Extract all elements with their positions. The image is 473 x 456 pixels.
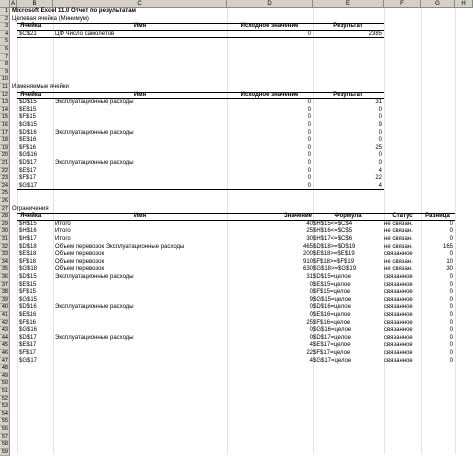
constraint-row-status[interactable]: не связан. xyxy=(384,228,413,235)
row-header[interactable]: 20 xyxy=(1,152,8,159)
changed-row-initial[interactable]: 0 xyxy=(307,175,311,182)
row-header[interactable]: 10 xyxy=(1,76,8,83)
row-header[interactable]: 37 xyxy=(1,281,8,288)
constraint-row-name[interactable]: Объем перевозок xyxy=(55,258,105,265)
constraint-row-formula[interactable]: $D$18>=$D$19 xyxy=(313,243,356,250)
changed-row-cell-ref[interactable]: $E$17 xyxy=(19,167,37,174)
row-header[interactable]: 33 xyxy=(1,251,8,258)
column-header-initial: Исходное значение xyxy=(240,91,299,98)
changed-row-name[interactable] xyxy=(55,145,225,153)
constraint-row-formula[interactable]: $G$15=целое xyxy=(313,296,352,303)
constraint-row-status[interactable]: не связан. xyxy=(384,220,413,227)
changed-row-cell-ref[interactable]: $E$16 xyxy=(19,137,37,144)
row-header[interactable]: 17 xyxy=(1,129,8,136)
changed-row-result[interactable]: 4 xyxy=(378,182,382,189)
constraint-row-value[interactable]: 25 xyxy=(306,319,313,326)
row-header[interactable]: 42 xyxy=(1,319,8,326)
constraint-row-value[interactable]: 4 xyxy=(309,342,313,349)
constraint-row-value[interactable]: 200 xyxy=(302,251,313,258)
gridline xyxy=(455,8,456,454)
constraint-row-formula[interactable]: $F$16=целое xyxy=(313,319,351,326)
row-header[interactable]: 52 xyxy=(1,395,8,402)
constraint-row-status[interactable]: связанное xyxy=(384,281,413,288)
constraint-row-status[interactable]: связанное xyxy=(384,357,413,364)
row-header[interactable]: 47 xyxy=(1,357,8,364)
changed-row-result[interactable]: 22 xyxy=(375,175,382,182)
constraint-row-formula[interactable]: $D$17=целое xyxy=(313,334,351,341)
changed-row-result[interactable]: 0 xyxy=(378,160,382,166)
target-initial-value[interactable]: 0 xyxy=(307,30,311,37)
constraint-row-status[interactable]: связанное xyxy=(384,274,413,280)
constraint-row-formula[interactable]: $E$18>=$E$19 xyxy=(313,251,355,258)
constraint-row-formula[interactable]: $F$15=целое xyxy=(313,289,351,296)
row-header[interactable]: 26 xyxy=(1,198,8,204)
target-section-title: Целевая ячейка (Минимум) xyxy=(12,15,89,22)
constraint-row-cell-ref[interactable]: $F$16 xyxy=(19,319,37,326)
column-header-b[interactable]: B xyxy=(17,0,53,8)
changed-row-cell-ref[interactable]: $D$15 xyxy=(19,99,37,106)
constraint-row-name[interactable]: Итого xyxy=(55,236,71,242)
constraint-row-value[interactable]: 22 xyxy=(306,350,313,356)
changed-row-cell-ref[interactable]: $F$17 xyxy=(19,175,37,182)
changed-row-cell-ref[interactable]: $G$16 xyxy=(19,152,38,159)
changed-row-cell-ref[interactable]: $E$15 xyxy=(19,106,37,113)
changed-row-result[interactable]: 31 xyxy=(375,99,382,106)
constraint-row-difference[interactable]: 165 xyxy=(442,243,453,250)
column-header-initial: Исходное значение xyxy=(240,23,299,30)
constraint-row-difference[interactable]: 0 xyxy=(449,236,453,242)
row-header[interactable]: 5 xyxy=(0,38,10,46)
constraint-row-cell-ref[interactable]: $D$17 xyxy=(19,334,37,341)
table-border xyxy=(17,189,384,190)
constraint-row-cell-ref[interactable]: $H$17 xyxy=(19,236,37,242)
column-header-name: Имя xyxy=(133,23,147,30)
constraint-row-status[interactable]: связанное xyxy=(384,350,413,356)
row-header[interactable]: 18 xyxy=(1,137,8,144)
row-header[interactable]: 12 xyxy=(1,91,8,98)
constraint-row-cell-ref[interactable]: $G$18 xyxy=(19,266,38,273)
constraint-row-value[interactable]: 465 xyxy=(302,243,313,250)
row-header[interactable]: 40 xyxy=(1,304,8,311)
changed-row-initial[interactable]: 0 xyxy=(307,114,311,121)
changed-row-result[interactable]: 0 xyxy=(378,106,382,113)
constraint-row-value[interactable]: 0 xyxy=(309,289,313,296)
row-header[interactable]: 15 xyxy=(1,114,8,121)
row-header[interactable]: 14 xyxy=(1,106,8,113)
changed-row-name[interactable] xyxy=(55,114,225,122)
constraint-row-value[interactable]: 25 xyxy=(306,228,313,235)
constraint-row-value[interactable]: 910 xyxy=(302,258,313,265)
changed-row-initial[interactable]: 0 xyxy=(307,144,311,151)
constraint-row-cell-ref[interactable]: $D$15 xyxy=(19,274,37,280)
constraint-row-difference[interactable]: 0 xyxy=(449,289,453,296)
constraint-row-value[interactable]: 0 xyxy=(309,334,313,341)
row-header[interactable]: 19 xyxy=(1,144,8,151)
changed-row-name[interactable] xyxy=(55,175,225,183)
changed-row-result[interactable]: 4 xyxy=(378,167,382,174)
constraint-row-formula[interactable]: $G$16=целое xyxy=(313,327,352,334)
constraint-row-cell-ref[interactable]: $F$17 xyxy=(19,350,37,356)
row-header[interactable]: 4 xyxy=(0,31,10,39)
constraint-row-difference[interactable]: 0 xyxy=(449,327,453,334)
constraint-row-cell-ref[interactable]: $E$15 xyxy=(19,281,37,288)
report-title: Microsoft Excel 11.0 Отчет по результатам xyxy=(12,8,136,14)
column-header-difference: Разница xyxy=(425,213,450,220)
changed-row-initial[interactable]: 0 xyxy=(307,122,311,128)
column-header-f[interactable]: F xyxy=(384,0,421,8)
constraint-row-cell-ref[interactable]: $F$18 xyxy=(19,258,37,265)
changed-row-name[interactable] xyxy=(55,137,225,145)
constraint-row-name[interactable]: Итого xyxy=(55,228,71,235)
constraint-row-status[interactable]: связанное xyxy=(384,327,413,334)
target-cell-ref[interactable]: $C$21 xyxy=(19,30,37,37)
row-header[interactable]: 58 xyxy=(1,441,8,448)
column-header-g[interactable]: G xyxy=(421,0,455,8)
constraint-row-value[interactable]: 30 xyxy=(306,236,313,242)
row-header[interactable]: 2 xyxy=(0,16,10,24)
constraint-row-status[interactable]: связанное xyxy=(384,312,413,318)
constraint-row-status[interactable]: связанное xyxy=(384,319,413,326)
row-header[interactable]: 21 xyxy=(1,160,8,166)
row-header[interactable]: 22 xyxy=(1,167,8,174)
changed-row-result[interactable]: 0 xyxy=(378,152,382,159)
constraint-row-cell-ref[interactable]: $H$16 xyxy=(19,228,37,235)
constraint-row-status[interactable]: не связан. xyxy=(384,258,413,265)
constraint-row-difference[interactable]: 0 xyxy=(449,342,453,349)
column-header-c[interactable]: C xyxy=(53,0,227,8)
column-header-name: Имя xyxy=(133,213,147,220)
row-header[interactable]: 11 xyxy=(0,84,10,92)
constraint-row-status[interactable]: не связан. xyxy=(384,236,413,242)
row-header[interactable]: 45 xyxy=(1,342,8,349)
row-header[interactable]: 7 xyxy=(0,54,10,62)
constraint-row-difference[interactable]: 0 xyxy=(449,304,453,311)
column-header-a[interactable]: A xyxy=(10,1,15,7)
constraint-row-difference[interactable]: 0 xyxy=(449,350,453,356)
row-header[interactable]: 30 xyxy=(1,228,8,235)
row-header[interactable]: 50 xyxy=(1,380,8,387)
constraint-row-formula[interactable]: $E$15=целое xyxy=(313,281,351,288)
constraint-row-name[interactable] xyxy=(55,289,225,297)
changed-row-initial[interactable]: 0 xyxy=(307,152,311,159)
row-header[interactable]: 41 xyxy=(1,312,8,318)
row-header[interactable]: 44 xyxy=(1,334,8,341)
constraint-row-name[interactable]: Итого xyxy=(55,220,71,227)
changed-row-initial[interactable]: 0 xyxy=(307,167,311,174)
constraint-row-status[interactable]: связанное xyxy=(384,251,413,258)
changed-row-cell-ref[interactable]: $F$16 xyxy=(19,144,37,151)
constraint-row-difference[interactable]: 0 xyxy=(449,357,453,364)
row-header[interactable]: 59 xyxy=(1,448,8,455)
changed-row-name[interactable]: Эксплуатационные расходы xyxy=(55,160,134,166)
changed-row-result[interactable]: 0 xyxy=(378,129,382,136)
changed-row-name[interactable]: Эксплуатационные расходы xyxy=(55,99,134,106)
column-header-d[interactable]: D xyxy=(227,0,313,8)
changed-row-name[interactable] xyxy=(55,152,225,160)
constraint-row-difference[interactable]: 10 xyxy=(446,258,453,265)
changed-row-cell-ref[interactable]: $D$17 xyxy=(19,160,37,166)
constraint-row-difference[interactable]: 0 xyxy=(449,281,453,288)
changed-row-name[interactable]: Эксплуатационные расходы xyxy=(55,129,134,136)
row-header[interactable]: 39 xyxy=(1,296,8,303)
constraint-row-name[interactable] xyxy=(55,342,225,350)
column-header-result: Результат xyxy=(333,91,363,98)
row-header[interactable]: 16 xyxy=(1,122,8,128)
constraint-row-formula[interactable]: $F$18>=$F$19 xyxy=(313,258,355,265)
row-header[interactable]: 32 xyxy=(1,243,8,250)
constraint-row-cell-ref[interactable]: $E$16 xyxy=(19,312,37,318)
row-header[interactable]: 43 xyxy=(1,327,8,334)
constraint-row-cell-ref[interactable]: $G$16 xyxy=(19,327,38,334)
constraint-row-cell-ref[interactable]: $D$16 xyxy=(19,304,37,311)
changed-row-cell-ref[interactable]: $D$16 xyxy=(19,129,37,136)
constraint-row-name[interactable] xyxy=(55,327,225,335)
constraint-row-cell-ref[interactable]: $H$15 xyxy=(19,220,37,227)
constraint-row-difference[interactable]: 0 xyxy=(449,296,453,303)
constraint-row-name[interactable] xyxy=(55,312,225,320)
constraint-row-value[interactable]: 4 xyxy=(309,357,313,364)
constraint-row-cell-ref[interactable]: $G$15 xyxy=(19,296,38,303)
column-header-result: Результат xyxy=(333,23,363,30)
constraint-row-status[interactable]: связанное xyxy=(384,342,413,349)
constraint-row-cell-ref[interactable]: $F$15 xyxy=(19,289,37,296)
row-header[interactable]: 13 xyxy=(1,99,8,106)
changed-row-initial[interactable]: 0 xyxy=(307,106,311,113)
column-header-status: Статус xyxy=(392,213,413,220)
column-header-value: Значение xyxy=(283,213,312,220)
constraint-row-formula[interactable]: $H$15<=$C$4 xyxy=(313,220,353,227)
column-header-cell: Ячейка xyxy=(20,91,42,98)
constraint-row-status[interactable]: связанное xyxy=(384,304,413,311)
changed-row-name[interactable] xyxy=(55,107,225,115)
row-header[interactable]: 25 xyxy=(1,190,8,197)
changed-cells-section-title: Изменяемые ячейки xyxy=(12,84,69,90)
row-header[interactable]: 51 xyxy=(1,388,8,394)
row-header[interactable]: 49 xyxy=(1,372,8,379)
row-header[interactable]: 27 xyxy=(1,205,8,212)
gridline xyxy=(17,8,18,454)
changed-row-cell-ref[interactable]: $G$17 xyxy=(19,182,38,189)
target-cell-name[interactable]: ЦФ Число самолетов xyxy=(55,30,115,37)
row-header[interactable]: 31 xyxy=(1,236,8,242)
constraint-row-cell-ref[interactable]: $E$18 xyxy=(19,251,37,258)
row-header[interactable]: 29 xyxy=(1,220,8,227)
changed-row-name[interactable] xyxy=(55,122,225,130)
column-header-name: Имя xyxy=(133,91,147,98)
changed-row-result[interactable]: 9 xyxy=(378,122,382,128)
constraint-row-name[interactable]: Эксплуатационные расходы xyxy=(55,274,134,280)
constraint-row-name[interactable]: Эксплуатационные расходы xyxy=(55,304,134,311)
constraint-row-name[interactable] xyxy=(55,350,225,358)
constraint-row-cell-ref[interactable]: $D$18 xyxy=(19,243,37,250)
constraint-row-name[interactable]: Объем перевозок xyxy=(55,266,105,273)
constraint-row-name[interactable] xyxy=(55,297,225,305)
constraint-row-status[interactable]: связанное xyxy=(384,334,413,341)
changed-row-initial[interactable]: 0 xyxy=(307,129,311,136)
row-header[interactable]: 46 xyxy=(1,350,8,356)
constraint-row-formula[interactable]: $E$17=целое xyxy=(313,342,351,349)
row-header[interactable]: 54 xyxy=(1,410,8,417)
constraint-row-value[interactable]: 40 xyxy=(306,220,313,227)
row-header[interactable]: 34 xyxy=(1,258,8,265)
constraint-row-formula[interactable]: $G$18>=$G$19 xyxy=(313,266,357,273)
constraint-row-value[interactable]: 31 xyxy=(306,274,313,280)
column-header-cell: Ячейка xyxy=(20,23,42,30)
column-header-h[interactable]: H xyxy=(455,0,473,8)
column-header-e[interactable]: E xyxy=(313,0,384,8)
constraint-row-name[interactable]: Эксплуатационные расходы xyxy=(55,334,134,341)
table-border xyxy=(17,37,384,38)
row-header[interactable]: 1 xyxy=(0,8,10,16)
row-header[interactable]: 35 xyxy=(1,266,8,273)
constraint-row-name[interactable]: Объем перевозок xyxy=(55,251,105,258)
constraint-row-difference[interactable]: 0 xyxy=(449,228,453,235)
constraint-row-value[interactable]: 0 xyxy=(309,281,313,288)
constraint-row-difference[interactable]: 30 xyxy=(446,266,453,273)
changed-row-initial[interactable]: 0 xyxy=(307,160,311,166)
constraint-row-difference[interactable]: 0 xyxy=(449,274,453,280)
select-all-corner[interactable] xyxy=(0,0,10,8)
changed-row-result[interactable]: 25 xyxy=(375,144,382,151)
constraint-row-difference[interactable]: 0 xyxy=(449,251,453,258)
constraint-row-difference[interactable]: 0 xyxy=(449,334,453,341)
constraint-row-status[interactable]: не связан. xyxy=(384,243,413,250)
constraint-row-status[interactable]: связанное xyxy=(384,296,413,303)
row-header[interactable]: 53 xyxy=(1,403,8,410)
row-header[interactable]: 36 xyxy=(1,274,8,280)
constraint-row-formula[interactable]: $H$17<=$C$6 xyxy=(313,236,353,242)
row-header[interactable]: 55 xyxy=(1,418,8,425)
constraint-row-name[interactable] xyxy=(55,282,225,290)
constraints-section-title: Ограничения xyxy=(12,205,49,212)
constraint-row-value[interactable]: 0 xyxy=(309,327,313,334)
row-header[interactable]: 6 xyxy=(0,46,10,54)
column-header-formula: Формула xyxy=(334,213,362,220)
constraint-row-formula[interactable]: $D$15=целое xyxy=(313,274,351,280)
row-header[interactable]: 24 xyxy=(1,182,8,189)
row-header[interactable]: 38 xyxy=(1,289,8,296)
constraint-row-name[interactable] xyxy=(55,358,225,366)
target-result-value[interactable]: 2385 xyxy=(368,30,382,37)
changed-row-initial[interactable]: 0 xyxy=(307,99,311,106)
constraint-row-formula[interactable]: $F$17=целое xyxy=(313,350,351,356)
constraint-row-formula[interactable]: $H$16<=$C$5 xyxy=(313,228,353,235)
changed-row-result[interactable]: 0 xyxy=(378,137,382,144)
changed-row-name[interactable] xyxy=(55,168,225,176)
constraint-row-cell-ref[interactable]: $G$17 xyxy=(19,357,38,364)
constraint-row-name[interactable] xyxy=(55,320,225,328)
constraint-row-formula[interactable]: $E$16=целое xyxy=(313,312,351,318)
constraint-row-value[interactable]: 0 xyxy=(309,304,313,311)
constraint-row-status[interactable]: не связан. xyxy=(384,266,413,273)
row-header[interactable]: 9 xyxy=(0,69,10,77)
changed-row-initial[interactable]: 0 xyxy=(307,137,311,144)
constraint-row-difference[interactable]: 0 xyxy=(449,319,453,326)
row-header[interactable]: 57 xyxy=(1,433,8,440)
constraint-row-value[interactable]: 9 xyxy=(309,296,313,303)
row-header[interactable]: 56 xyxy=(1,426,8,432)
row-header[interactable]: 28 xyxy=(1,213,8,220)
constraint-row-value[interactable]: 630 xyxy=(302,266,313,273)
changed-row-initial[interactable]: 0 xyxy=(307,182,311,189)
changed-row-cell-ref[interactable]: $G$15 xyxy=(19,122,38,128)
gridline xyxy=(53,8,54,454)
row-header[interactable]: 8 xyxy=(0,61,10,69)
constraint-row-cell-ref[interactable]: $E$17 xyxy=(19,342,37,349)
constraint-row-formula[interactable]: $D$16=целое xyxy=(313,304,351,311)
constraint-row-value[interactable]: 0 xyxy=(309,312,313,318)
row-header[interactable]: 3 xyxy=(0,23,10,31)
constraint-row-formula[interactable]: $G$17=целое xyxy=(313,357,352,364)
changed-row-cell-ref[interactable]: $F$15 xyxy=(19,114,37,121)
changed-row-result[interactable]: 0 xyxy=(378,114,382,121)
constraint-row-status[interactable]: связанное xyxy=(384,289,413,296)
row-header[interactable]: 48 xyxy=(1,365,8,372)
row-header[interactable]: 23 xyxy=(1,175,8,182)
constraint-row-name[interactable]: Объем перевозок Эксплуатационные расходы xyxy=(55,243,185,250)
column-header-cell: Ячейка xyxy=(20,213,42,220)
constraint-row-difference[interactable]: 0 xyxy=(449,220,453,227)
constraint-row-difference[interactable]: 0 xyxy=(449,312,453,318)
